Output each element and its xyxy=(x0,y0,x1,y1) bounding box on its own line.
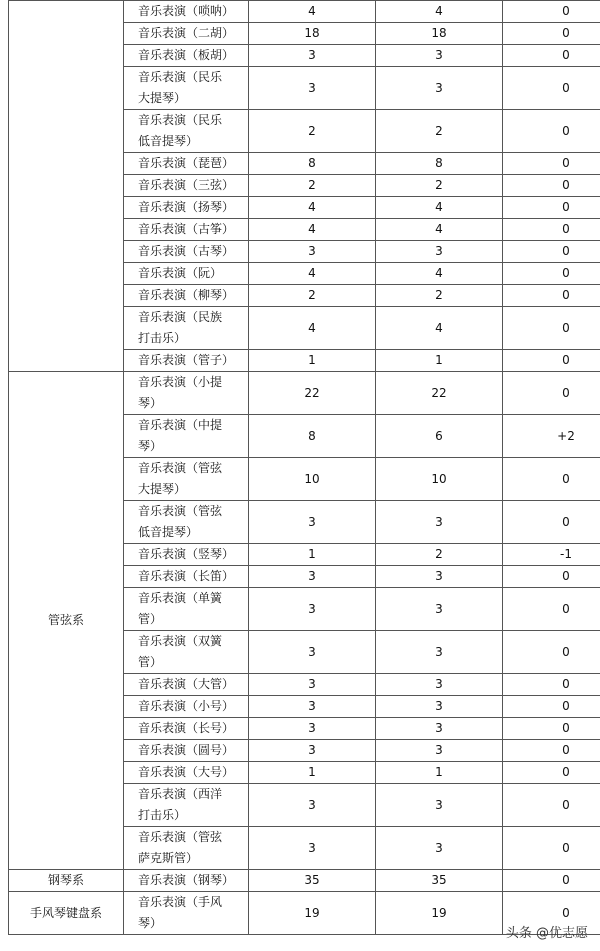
specialty-line: 大提琴） xyxy=(138,91,187,105)
value-cell-a: 4 xyxy=(249,307,376,350)
specialty-line: 音乐表演（钢琴） xyxy=(138,873,235,887)
value-cell-a: 3 xyxy=(249,696,376,718)
specialty-line: 音乐表演（小号） xyxy=(138,699,235,713)
value-cell-b: 2 xyxy=(376,175,503,197)
value-cell-a: 1 xyxy=(249,544,376,566)
specialty-cell xyxy=(124,674,249,696)
value-cell-b: 10 xyxy=(376,458,503,501)
specialty-cell xyxy=(124,588,249,631)
specialty-line: 音乐表演（管弦 xyxy=(138,504,223,518)
specialty-line: 琴） xyxy=(138,396,163,410)
value-cell-a: 1 xyxy=(249,350,376,372)
value-cell-a: 19 xyxy=(249,892,376,935)
value-cell-b: 1 xyxy=(376,350,503,372)
value-cell-c: 0 xyxy=(503,784,600,827)
value-cell-c: 0 xyxy=(503,762,600,784)
value-cell-a: 3 xyxy=(249,740,376,762)
specialty-cell xyxy=(124,285,249,307)
table-row xyxy=(9,1,600,23)
value-cell-c: 0 xyxy=(503,219,600,241)
table-row xyxy=(9,372,600,415)
specialty-line: 音乐表演（阮） xyxy=(138,266,223,280)
specialty-cell xyxy=(124,892,249,935)
value-cell-c: 0 xyxy=(503,1,600,23)
value-cell-c: 0 xyxy=(503,566,600,588)
specialty-line: 音乐表演（双簧 xyxy=(138,634,223,648)
value-cell-c: 0 xyxy=(503,263,600,285)
value-cell-c: 0 xyxy=(503,892,600,935)
specialty-line: 低音提琴） xyxy=(138,525,199,539)
value-cell-b: 3 xyxy=(376,566,503,588)
value-cell-b: 3 xyxy=(376,631,503,674)
value-cell-b: 3 xyxy=(376,501,503,544)
value-cell-c: 0 xyxy=(503,870,600,892)
specialty-cell xyxy=(124,784,249,827)
specialty-cell xyxy=(124,263,249,285)
value-cell-a: 3 xyxy=(249,67,376,110)
specialty-line: 音乐表演（扬琴） xyxy=(138,200,235,214)
value-cell-c: 0 xyxy=(503,588,600,631)
value-cell-b: 3 xyxy=(376,696,503,718)
specialty-line: 音乐表演（单簧 xyxy=(138,591,223,605)
value-cell-b: 22 xyxy=(376,372,503,415)
value-cell-c: -1 xyxy=(503,544,600,566)
value-cell-c: 0 xyxy=(503,23,600,45)
specialty-line: 音乐表演（琵琶） xyxy=(138,156,235,170)
value-cell-b: 3 xyxy=(376,67,503,110)
value-cell-c: 0 xyxy=(503,67,600,110)
value-cell-a: 10 xyxy=(249,458,376,501)
value-cell-c: +2 xyxy=(503,415,600,458)
specialty-line: 音乐表演（手风 xyxy=(138,895,223,909)
specialty-line: 音乐表演（西洋 xyxy=(138,787,223,801)
value-cell-a: 3 xyxy=(249,674,376,696)
specialty-cell xyxy=(124,307,249,350)
specialty-line: 音乐表演（三弦） xyxy=(138,178,235,192)
specialty-cell xyxy=(124,566,249,588)
value-cell-b: 3 xyxy=(376,827,503,870)
value-cell-a: 4 xyxy=(249,263,376,285)
specialty-cell xyxy=(124,631,249,674)
specialty-line: 音乐表演（管弦 xyxy=(138,830,223,844)
specialty-line: 音乐表演（大号） xyxy=(138,765,235,779)
value-cell-a: 3 xyxy=(249,45,376,67)
value-cell-a: 4 xyxy=(249,197,376,219)
value-cell-a: 3 xyxy=(249,501,376,544)
value-cell-b: 4 xyxy=(376,263,503,285)
specialty-line: 低音提琴） xyxy=(138,134,199,148)
specialty-cell xyxy=(124,544,249,566)
specialty-line: 琴） xyxy=(138,439,163,453)
table-row xyxy=(9,870,600,892)
specialty-cell xyxy=(124,175,249,197)
value-cell-c: 0 xyxy=(503,827,600,870)
specialty-cell xyxy=(124,1,249,23)
specialty-line: 音乐表演（民族 xyxy=(138,310,223,324)
value-cell-b: 2 xyxy=(376,544,503,566)
value-cell-b: 3 xyxy=(376,718,503,740)
value-cell-c: 0 xyxy=(503,153,600,175)
value-cell-a: 3 xyxy=(249,718,376,740)
value-cell-a: 2 xyxy=(249,110,376,153)
value-cell-c: 0 xyxy=(503,45,600,67)
value-cell-b: 3 xyxy=(376,674,503,696)
specialty-line: 大提琴） xyxy=(138,482,187,496)
specialty-cell xyxy=(124,501,249,544)
value-cell-a: 3 xyxy=(249,784,376,827)
value-cell-c: 0 xyxy=(503,350,600,372)
specialty-cell xyxy=(124,458,249,501)
specialty-cell xyxy=(124,219,249,241)
specialty-cell xyxy=(124,870,249,892)
specialty-line: 音乐表演（管弦 xyxy=(138,461,223,475)
value-cell-c: 0 xyxy=(503,307,600,350)
specialty-cell xyxy=(124,23,249,45)
value-cell-a: 18 xyxy=(249,23,376,45)
department-cell: 手风琴键盘系 xyxy=(9,892,124,935)
value-cell-a: 2 xyxy=(249,285,376,307)
value-cell-a: 8 xyxy=(249,415,376,458)
specialty-line: 琴） xyxy=(138,916,163,930)
value-cell-b: 18 xyxy=(376,23,503,45)
value-cell-c: 0 xyxy=(503,197,600,219)
specialty-line: 音乐表演（管子） xyxy=(138,353,235,367)
value-cell-b: 3 xyxy=(376,784,503,827)
value-cell-c: 0 xyxy=(503,285,600,307)
specialty-line: 管） xyxy=(138,655,163,669)
specialty-line: 音乐表演（长笛） xyxy=(138,569,235,583)
enrollment-table xyxy=(8,0,600,935)
specialty-cell xyxy=(124,740,249,762)
specialty-cell xyxy=(124,241,249,263)
specialty-line: 管） xyxy=(138,612,163,626)
specialty-cell xyxy=(124,153,249,175)
specialty-line: 音乐表演（大管） xyxy=(138,677,235,691)
table-body xyxy=(9,1,600,935)
value-cell-c: 0 xyxy=(503,631,600,674)
value-cell-c: 0 xyxy=(503,372,600,415)
specialty-line: 音乐表演（古琴） xyxy=(138,244,235,258)
department-cell: 管弦系 xyxy=(9,372,124,870)
specialty-line: 音乐表演（圆号） xyxy=(138,743,235,757)
value-cell-b: 1 xyxy=(376,762,503,784)
value-cell-b: 3 xyxy=(376,740,503,762)
value-cell-c: 0 xyxy=(503,175,600,197)
value-cell-c: 0 xyxy=(503,110,600,153)
specialty-line: 音乐表演（柳琴） xyxy=(138,288,235,302)
specialty-line: 音乐表演（二胡） xyxy=(138,26,235,40)
specialty-cell xyxy=(124,415,249,458)
specialty-cell xyxy=(124,696,249,718)
watermark: 头条 @优志愿 xyxy=(505,926,588,941)
value-cell-b: 6 xyxy=(376,415,503,458)
specialty-line: 音乐表演（长号） xyxy=(138,721,235,735)
value-cell-b: 4 xyxy=(376,1,503,23)
specialty-cell xyxy=(124,45,249,67)
value-cell-b: 4 xyxy=(376,219,503,241)
value-cell-a: 35 xyxy=(249,870,376,892)
specialty-cell xyxy=(124,350,249,372)
specialty-line: 打击乐） xyxy=(138,331,187,345)
value-cell-a: 3 xyxy=(249,566,376,588)
specialty-line: 打击乐） xyxy=(138,808,187,822)
value-cell-b: 2 xyxy=(376,110,503,153)
value-cell-c: 0 xyxy=(503,501,600,544)
value-cell-b: 3 xyxy=(376,45,503,67)
value-cell-a: 2 xyxy=(249,175,376,197)
specialty-cell xyxy=(124,110,249,153)
value-cell-b: 8 xyxy=(376,153,503,175)
value-cell-a: 3 xyxy=(249,241,376,263)
value-cell-a: 3 xyxy=(249,631,376,674)
specialty-line: 音乐表演（小提 xyxy=(138,375,223,389)
value-cell-b: 4 xyxy=(376,197,503,219)
value-cell-a: 8 xyxy=(249,153,376,175)
value-cell-b: 35 xyxy=(376,870,503,892)
value-cell-b: 19 xyxy=(376,892,503,935)
specialty-line: 音乐表演（民乐 xyxy=(138,113,223,127)
value-cell-a: 3 xyxy=(249,827,376,870)
value-cell-b: 3 xyxy=(376,241,503,263)
department-cell xyxy=(9,1,124,372)
specialty-line: 音乐表演（板胡） xyxy=(138,48,235,62)
value-cell-b: 3 xyxy=(376,588,503,631)
specialty-line: 音乐表演（民乐 xyxy=(138,70,223,84)
value-cell-c: 0 xyxy=(503,674,600,696)
value-cell-a: 4 xyxy=(249,1,376,23)
specialty-cell xyxy=(124,67,249,110)
specialty-line: 音乐表演（古筝） xyxy=(138,222,235,236)
specialty-cell xyxy=(124,718,249,740)
value-cell-a: 22 xyxy=(249,372,376,415)
value-cell-c: 0 xyxy=(503,241,600,263)
specialty-line: 音乐表演（中提 xyxy=(138,418,223,432)
department-cell: 钢琴系 xyxy=(9,870,124,892)
specialty-cell xyxy=(124,827,249,870)
specialty-cell xyxy=(124,197,249,219)
specialty-cell xyxy=(124,372,249,415)
value-cell-c: 0 xyxy=(503,718,600,740)
specialty-cell xyxy=(124,762,249,784)
specialty-line: 音乐表演（竖琴） xyxy=(138,547,235,561)
value-cell-c: 0 xyxy=(503,458,600,501)
value-cell-c: 0 xyxy=(503,696,600,718)
value-cell-b: 2 xyxy=(376,285,503,307)
specialty-line: 萨克斯管） xyxy=(138,851,199,865)
value-cell-b: 4 xyxy=(376,307,503,350)
value-cell-a: 4 xyxy=(249,219,376,241)
value-cell-a: 3 xyxy=(249,588,376,631)
specialty-line: 音乐表演（唢呐） xyxy=(138,4,235,18)
value-cell-c: 0 xyxy=(503,740,600,762)
value-cell-a: 1 xyxy=(249,762,376,784)
